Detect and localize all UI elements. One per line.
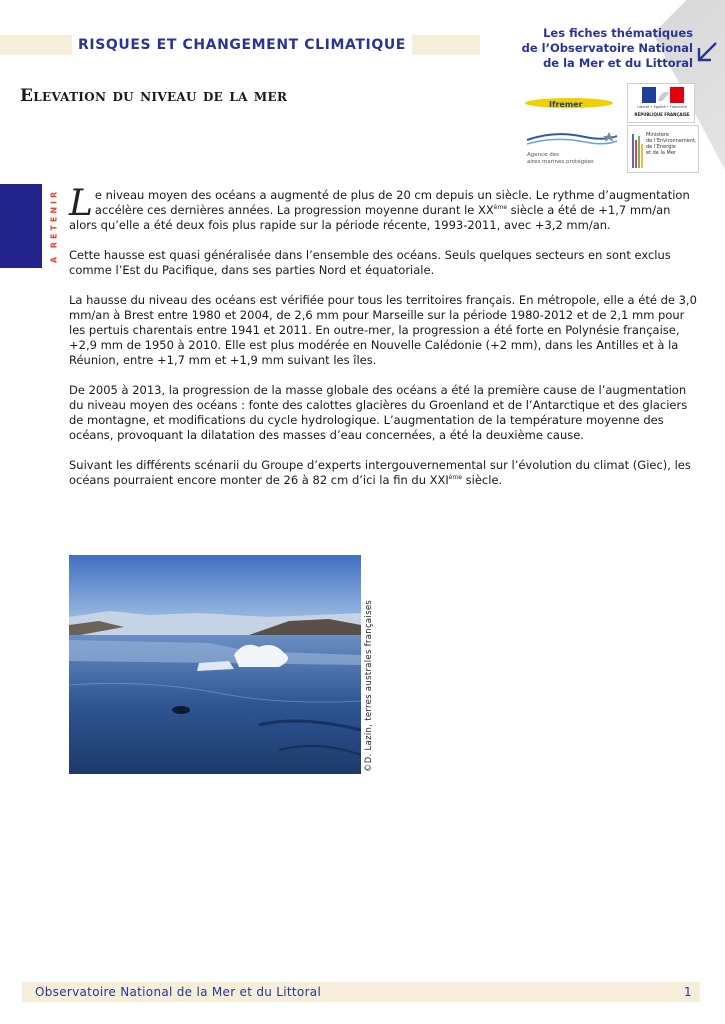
ministry-line: de l’Environnement, — [646, 138, 697, 144]
paragraph: De 2005 à 2013, la progression de la masse globale des océans a été la première cause de l’augmentation du niveau moyen des océans : fonte des calottes glacières du Groenland et de l’Antarctique et des glaciers de montagne, et modifications du cycle hydrologique. L’augmentation de la température moyenne des océans, provoquant la dilatation des masses d’eau concernées, a été la deuxième cause. — [69, 383, 688, 442]
republique-francaise-logo — [627, 83, 695, 123]
paragraph-text: e niveau moyen des océans a augmenté de plus de 20 cm depuis un siècle. Le rythme d’augmentation accélère ces dernières années. La progression moyenne durant le XX — [94, 188, 690, 217]
ifremer-logo-text: Ifremer — [549, 100, 583, 109]
rf-name: RÉPUBLIQUE FRANÇAISE — [634, 112, 690, 117]
page-title: Elevation du niveau de la mer — [20, 86, 288, 106]
aamp-line: Agence des — [527, 152, 560, 158]
page-number: 1 — [684, 985, 692, 999]
ifremer-logo — [525, 90, 613, 122]
paragraph-text: siècle a été de +1,7 mm/an alors qu’elle a été deux fois plus rapide sur la période récente, 1993-2011, avec +3,2 mm/an. — [69, 203, 671, 232]
paragraph-text: siècle. — [462, 473, 503, 487]
paragraph: Cette hausse est quasi généralisée dans l’ensemble des océans. Seuls quelques secteurs en sont exclus comme l’Est du Pacifique, dans ses parties Nord et équatoriale. — [69, 248, 671, 277]
retenir-text: A RETENIR — [49, 188, 59, 264]
paragraph-text: Suivant les différents scénarii du Groupe d’experts intergouvernemental sur l’évolution du climat (Giec), les océans pourraient encore monter de 26 à 82 cm d’ici la fin du XXI — [69, 458, 691, 487]
paragraph: La hausse du niveau des océans est vérifiée pour tous les territoires français. En métropole, elle a été de 3,0 mm/an à Brest entre 1980 et 2004, de 2,6 mm pour Marseille sur la période 1980-2012 et de 2,1 mm pour les pertuis charentais entre 1941 et 2011. En outre-mer, la progression a été forte en Polynésie française, +2,9 mm de 1950 à 2010. Elle est plus modérée en Nouvelle Calédonie (+2 mm), dans les Antilles et à la Réunion, entre +1,7 mm et +1,9 mm suivant les îles. — [69, 293, 697, 367]
photo-credit-box — [362, 596, 376, 776]
paragraph — [69, 183, 701, 233]
photo-credit: ©D. Lazin, terres australes françaises — [364, 599, 374, 773]
arrow-down-left-icon — [695, 40, 719, 64]
ministry-line: Ministère — [646, 132, 669, 138]
aamp-logo — [525, 128, 620, 173]
paragraph — [69, 458, 701, 488]
section-title: RISQUES ET CHANGEMENT CLIMATIQUE — [72, 35, 412, 55]
series-title-line: Les fiches thématiques — [543, 26, 693, 40]
marianne-flag-icon — [642, 87, 684, 103]
series-title-line: de l’Observatoire National — [521, 41, 693, 55]
rf-motto: Liberté • Égalité • Fraternité — [637, 105, 687, 109]
ministry-line: et de la Mer — [646, 150, 676, 156]
ministry-stripes-icon — [631, 130, 645, 170]
aamp-line: aires marines protégées — [527, 158, 594, 165]
retenir-bar — [0, 184, 42, 268]
footer-org: Observatoire National de la Mer et du Littoral — [35, 985, 322, 999]
dropcap: L — [69, 183, 93, 224]
ministry-logo — [627, 125, 699, 173]
ice-landscape-photo — [69, 555, 361, 774]
superscript: ème — [493, 204, 508, 212]
ministry-line: de l’Energie — [646, 144, 676, 150]
aamp-wave-icon — [525, 128, 620, 152]
superscript: ème — [448, 474, 463, 482]
retenir-label — [48, 184, 60, 268]
series-title — [522, 26, 693, 71]
article-body — [69, 183, 701, 503]
series-title-line: de la Mer et du Littoral — [543, 56, 693, 70]
